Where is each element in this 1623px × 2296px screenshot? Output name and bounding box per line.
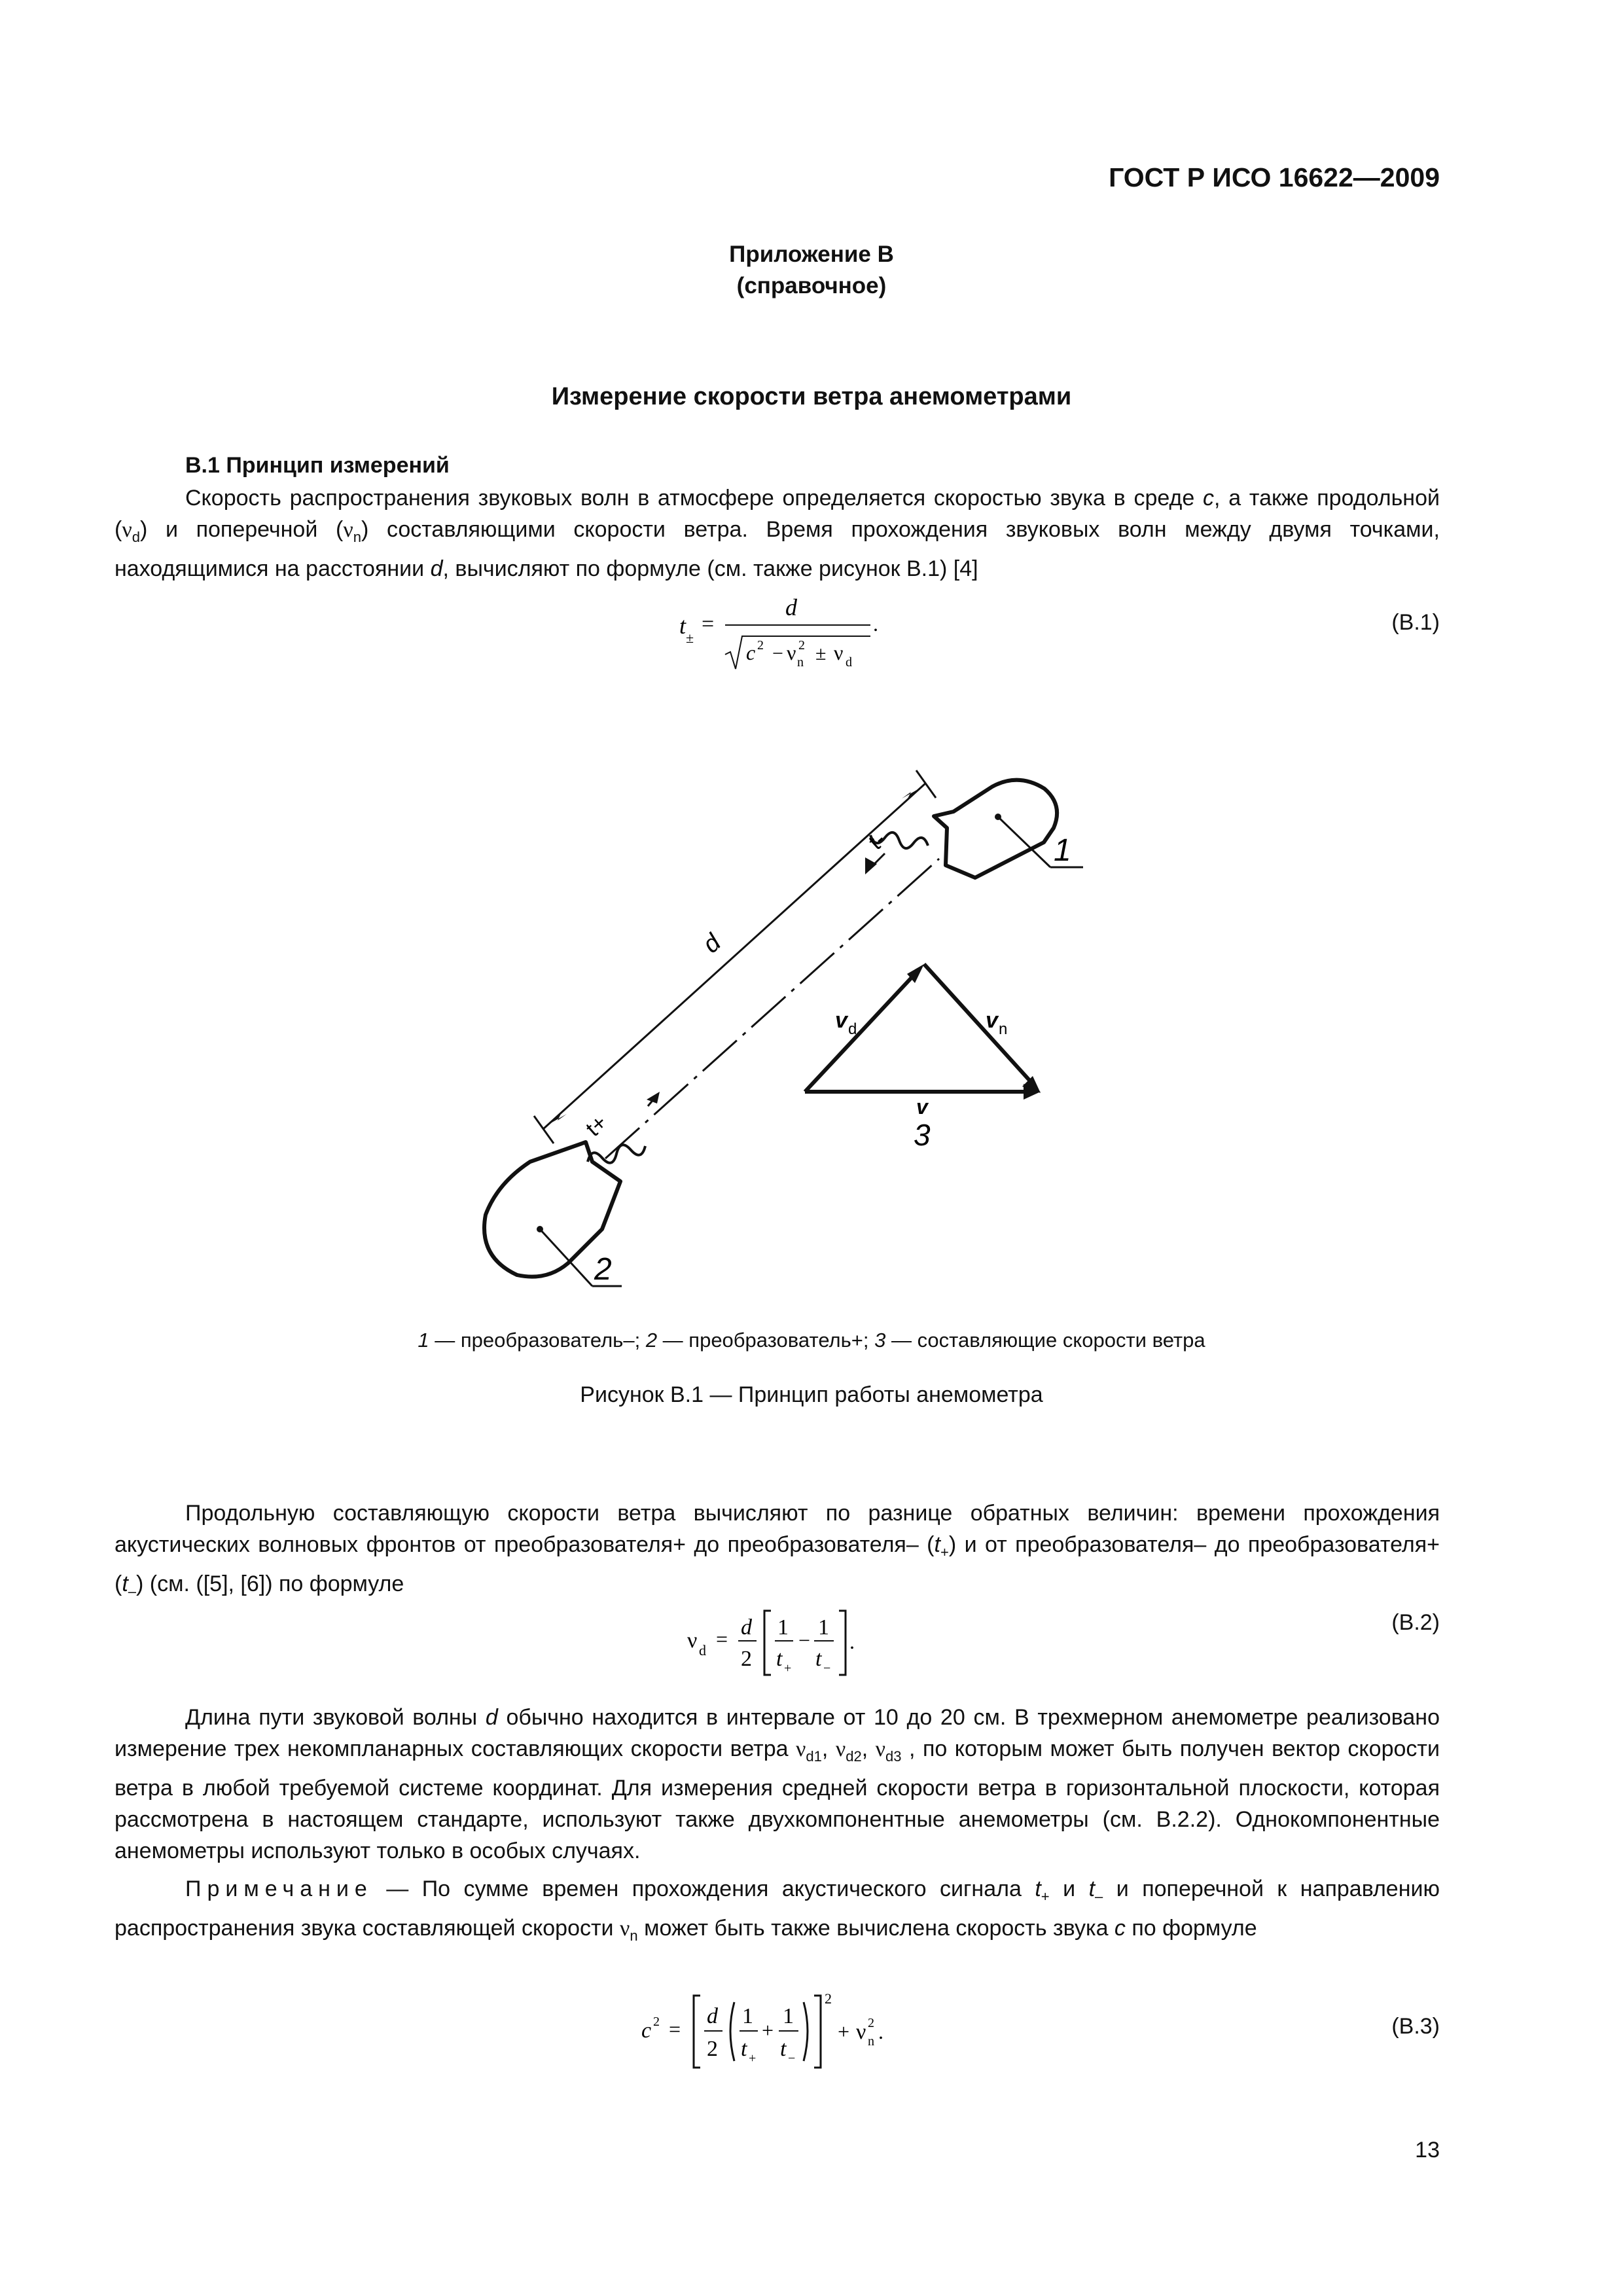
p3-v2: ν bbox=[835, 1737, 846, 1761]
vector-vd bbox=[805, 973, 916, 1092]
dimension-tick-top bbox=[916, 770, 936, 798]
b2-t2: t bbox=[815, 1647, 822, 1671]
b3-bracket-left bbox=[694, 1996, 700, 2068]
transducer-2-leader bbox=[540, 1229, 592, 1286]
equation-number-b1: (В.1) bbox=[1391, 610, 1440, 635]
b3-t2: t bbox=[780, 2037, 787, 2061]
wave-top-arrow-head bbox=[865, 857, 877, 874]
b1-num: d bbox=[785, 594, 797, 620]
b2-t2-sub: − bbox=[823, 1661, 831, 1676]
b3-t2-sub: − bbox=[788, 2051, 796, 2066]
b2-bracket-left bbox=[764, 1611, 771, 1675]
note-vn: ν bbox=[620, 1916, 630, 1941]
paragraph-longitudinal bbox=[115, 1498, 1440, 1607]
p3-d: d bbox=[485, 1705, 498, 1730]
b3-plus2: + bbox=[838, 2020, 850, 2043]
b1-den-vn-sub: n bbox=[797, 655, 804, 670]
p2-t1-sub: + bbox=[940, 1543, 949, 1560]
b2-one1: 1 bbox=[777, 1615, 789, 1640]
b3-vn-sub: n bbox=[868, 2034, 874, 2049]
page-number: 13 bbox=[1415, 2138, 1440, 2162]
equation-b3 bbox=[635, 1980, 929, 2078]
legend-2-num: 2 bbox=[645, 1329, 658, 1352]
label-3: 3 bbox=[914, 1118, 931, 1152]
b3-bracket-right bbox=[814, 1996, 821, 2068]
p1-text-b: , а также продольной ( bbox=[115, 486, 1440, 542]
note-t1-sub: + bbox=[1041, 1888, 1050, 1905]
b3-lhs: c bbox=[641, 2018, 652, 2043]
label-vd-sub: d bbox=[848, 1020, 857, 1038]
legend-1-num: 1 bbox=[418, 1329, 429, 1352]
b2-lhs-sub: d bbox=[699, 1642, 706, 1659]
p1-vn-sub: n bbox=[353, 528, 361, 545]
annex-label: Приложение В bbox=[729, 242, 894, 267]
b2-t1-sub: + bbox=[784, 1661, 792, 1676]
paragraph-path-length bbox=[115, 1702, 1440, 1867]
label-d: d bbox=[697, 929, 726, 959]
p1-d: d bbox=[430, 556, 443, 581]
label-2: 2 bbox=[594, 1252, 612, 1287]
note-text-c: может быть также вычислена скорость звука bbox=[637, 1915, 1115, 1941]
legend-3-num: 3 bbox=[874, 1329, 886, 1352]
wave-bottom-arrow-head bbox=[647, 1092, 660, 1103]
b1-den-c-sup: 2 bbox=[757, 638, 764, 653]
p2-t2: t bbox=[122, 1571, 128, 1596]
note-t1: t bbox=[1035, 1876, 1041, 1901]
b1-lhs-sub: ± bbox=[686, 630, 694, 646]
note-and: и bbox=[1049, 1876, 1089, 1901]
note-c: c bbox=[1114, 1915, 1126, 1941]
label-1: 1 bbox=[1054, 833, 1071, 868]
b2-d: d bbox=[741, 1615, 752, 1640]
b2-one2: 1 bbox=[818, 1615, 829, 1640]
p1-vd: ν bbox=[122, 518, 132, 542]
note-text-b: и поперечной к направлению распространения звука составляющей скорости bbox=[115, 1876, 1440, 1941]
label-t-minus: t- bbox=[863, 827, 891, 855]
p3-sep1: , bbox=[821, 1736, 836, 1761]
b1-den-pm: ± bbox=[815, 643, 827, 664]
p3-sep2: , bbox=[861, 1736, 876, 1761]
p3-v2-sub: d2 bbox=[846, 1748, 862, 1765]
p2-text-a: Продольную составляющую скорости ветра вычисляют по разнице обратных величин: времени прохождения акустических волновых фронтов от преобразователя+ до преобразователя– ( bbox=[115, 1501, 1440, 1557]
section-heading: В.1 Принцип измерений bbox=[185, 453, 450, 478]
b2-t1: t bbox=[776, 1647, 783, 1671]
p1-vn: ν bbox=[343, 518, 353, 542]
b3-paren-right bbox=[804, 2002, 808, 2061]
b3-lhs-sup: 2 bbox=[653, 2015, 660, 2029]
equation-b2 bbox=[674, 1600, 897, 1685]
b3-sup: 2 bbox=[825, 1990, 832, 2007]
p1-text-e: , вычисляют по формуле (см. также рисунок В.1) [4] bbox=[442, 556, 978, 581]
note bbox=[115, 1873, 1440, 1952]
equation-number-b3: (В.3) bbox=[1391, 2014, 1440, 2039]
label-vd: v bbox=[835, 1008, 847, 1033]
b3-t1-sub: + bbox=[749, 2051, 757, 2066]
label-v: v bbox=[916, 1095, 928, 1119]
b1-lhs: t bbox=[679, 613, 687, 639]
note-t2: t bbox=[1088, 1876, 1096, 1901]
annex-type: (справочное) bbox=[736, 273, 887, 298]
note-t2-sub: – bbox=[1095, 1888, 1103, 1905]
p2-t2-sub: – bbox=[128, 1583, 137, 1600]
note-text-d: по формуле bbox=[1125, 1915, 1257, 1941]
p3-text-c: , по которым может быть получен вектор скорости ветра в любой требуемой системе координат. Для измерения средней скорости ветра в горизонтальной плоскости, которая рассмотрена в настоящем стандарте, используют также двухкомпонентные анемометры (см. В.2.2). Однокомпонентные анемометры используют только в особых случаях. bbox=[115, 1736, 1440, 1863]
b2-eq: = bbox=[716, 1627, 728, 1651]
b1-den-minus: − bbox=[772, 643, 783, 664]
label-vn: v bbox=[986, 1008, 998, 1033]
b1-den-c: c bbox=[746, 641, 756, 664]
b1-den-vd: ν bbox=[834, 641, 844, 664]
b2-lhs: ν bbox=[687, 1628, 698, 1653]
figure-b1 bbox=[458, 700, 1113, 1302]
label-vn-sub: n bbox=[999, 1020, 1008, 1038]
label-t-plus: t+ bbox=[580, 1110, 613, 1141]
b3-end: . bbox=[878, 2020, 883, 2043]
p1-vd-sub: d bbox=[132, 528, 140, 545]
figure-title: Рисунок В.1 — Принцип работы анемометра bbox=[580, 1382, 1043, 1407]
p1-text-d: ) составляющими скорости ветра. Время прохождения звуковых волн между двумя точками, находящимися на расстоянии bbox=[115, 517, 1440, 581]
b2-end: . bbox=[849, 1630, 855, 1653]
b2-two: 2 bbox=[741, 1647, 752, 1671]
p3-v1-sub: d1 bbox=[806, 1748, 822, 1765]
transducer-1 bbox=[934, 780, 1057, 878]
note-text-a: — По сумме времен прохождения акустического сигнала bbox=[372, 1876, 1035, 1901]
b3-paren-left bbox=[730, 2002, 734, 2061]
dimension-arrow-top bbox=[902, 788, 920, 802]
legend-1: — преобразователь–; bbox=[429, 1329, 646, 1352]
document-code: ГОСТ Р ИСО 16622—2009 bbox=[1109, 162, 1440, 192]
legend-3: — составляющие скорости ветра bbox=[885, 1329, 1205, 1352]
p2-text-b: ) и от преобразователя– до преобразователя+ ( bbox=[115, 1532, 1440, 1596]
b3-two: 2 bbox=[707, 2037, 718, 2061]
legend-2: — преобразователь+; bbox=[657, 1329, 875, 1352]
p3-text-a: Длина пути звуковой волны bbox=[185, 1705, 486, 1730]
b3-one2: 1 bbox=[783, 2004, 794, 2028]
note-label: Примечание bbox=[185, 1876, 373, 1901]
b3-vn: ν bbox=[856, 2020, 866, 2044]
p2-t1: t bbox=[934, 1532, 940, 1557]
b1-den-vn-sup: 2 bbox=[798, 638, 805, 653]
vector-vn bbox=[924, 964, 1033, 1084]
dimension-arrow-bottom bbox=[548, 1110, 567, 1124]
p1-c: c bbox=[1203, 486, 1215, 511]
b1-den-vd-sub: d bbox=[846, 655, 852, 670]
b3-d: d bbox=[707, 2004, 718, 2028]
p1-text-a: Скорость распространения звуковых волн в атмосфере определяется скоростью звука в среде bbox=[185, 486, 1204, 511]
b3-plus: + bbox=[762, 2018, 774, 2042]
equation-b1 bbox=[654, 589, 949, 681]
p3-v3-sub: d3 bbox=[885, 1748, 902, 1765]
b2-bracket-right bbox=[839, 1611, 846, 1675]
p1-text-c: ) и поперечной ( bbox=[139, 517, 344, 542]
b2-minus: − bbox=[798, 1628, 811, 1652]
dimension-tick-bottom bbox=[534, 1116, 554, 1143]
b1-den-vn: ν bbox=[787, 641, 796, 664]
annex-heading bbox=[0, 239, 1623, 302]
b1-eq: = bbox=[702, 612, 715, 636]
p3-v1: ν bbox=[796, 1737, 806, 1761]
p2-text-c: ) (см. ([5], [6]) по формуле bbox=[136, 1571, 404, 1596]
note-vn-sub: n bbox=[630, 1927, 638, 1944]
paragraph-intro bbox=[115, 482, 1440, 584]
equation-number-b2: (В.2) bbox=[1391, 1610, 1440, 1635]
b3-eq: = bbox=[669, 2017, 681, 2041]
b3-vn-sup: 2 bbox=[868, 2016, 874, 2030]
b3-t1: t bbox=[741, 2037, 747, 2061]
b3-one1: 1 bbox=[742, 2004, 753, 2028]
b1-end: . bbox=[873, 612, 878, 636]
p3-text-b: обычно находится в интервале от 10 до 20 см. В трехмерном анемометре реализовано измерение трех некомпланарных составляющих скорости ветра bbox=[115, 1705, 1440, 1761]
acoustic-path bbox=[605, 859, 939, 1158]
page-title: Измерение скорости ветра анемометрами bbox=[551, 383, 1072, 410]
p3-v3: ν bbox=[875, 1737, 886, 1761]
figure-legend bbox=[0, 1329, 1623, 1352]
